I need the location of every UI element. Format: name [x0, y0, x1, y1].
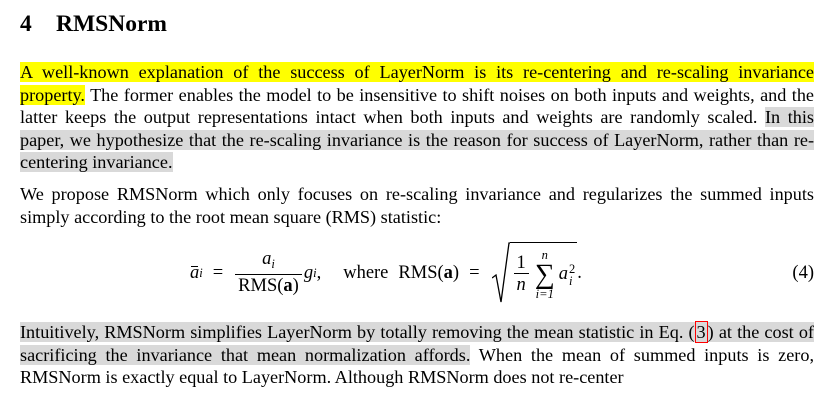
eq-lhs-var: a [190, 262, 200, 283]
eq-sup-2: 2 [568, 261, 576, 276]
eq-rms-label: RMS( [398, 262, 444, 283]
eq-vec-a: a [283, 276, 293, 296]
eq-one: 1 [516, 253, 526, 273]
section-heading [20, 9, 167, 39]
eq-n: n [516, 275, 526, 295]
eq-comma: , [316, 262, 322, 283]
eq-rms-vec-a: a [443, 262, 453, 283]
highlight-gray-start[interactable]: Intuitively, RMSNorm simplifies LayerNorm by totally removing the mean statistic in Eq. ( [20, 322, 695, 342]
eq-term-a: a [558, 264, 568, 284]
eq-equals-2: = [469, 262, 480, 283]
highlight-gray-end[interactable]: ) at the cost of sacrificing the invariance that mean normalization affords. [20, 322, 814, 365]
highlight-yellow[interactable]: A well-known explanation of the success of LayerNorm is its re-centering and re-scaling invariance property. [20, 62, 814, 105]
eq-g: g [303, 262, 314, 283]
eq-sum-symbol: ∑ [534, 258, 555, 290]
eq-one-over-n [514, 253, 529, 296]
equation-4 [190, 240, 814, 306]
eq-sqrt [492, 240, 578, 306]
eq-equals: = [212, 262, 224, 283]
eq-lhs-sub: i [199, 265, 203, 280]
paragraph-1 [20, 61, 814, 174]
eq-sum-upper: n [541, 247, 548, 262]
eq-sum [535, 249, 555, 301]
paragraph-3-text: When the mean of summed inputs is zero, RMSNorm is exactly equal to LayerNorm. Although RMSNorm does not re-center [20, 344, 814, 387]
eq-period: . [577, 262, 582, 283]
eq-radicand [510, 242, 578, 306]
eq-term-sub: i [568, 273, 573, 288]
eq-numerator-sub: i [271, 257, 275, 271]
eq-g-sub: i [313, 265, 317, 280]
section-title: RMSNorm [56, 11, 167, 37]
eq-fraction [235, 249, 302, 297]
paragraph-1-text: The former enables the model to be insensitive to shift noises on both inputs and weights, and the latter keeps the output representations intact when both inputs and weights are randomly scaled. [20, 84, 814, 127]
eq-close-paren: ) [292, 276, 299, 296]
highlight-gray[interactable]: In this paper, we hypothesize that the re-scaling invariance is the reason for success of LayerNorm, rather than re-centering invariance. [20, 107, 814, 172]
eq-numerator: a [262, 249, 272, 269]
eq-rms-close: ) [452, 262, 460, 283]
eq-denominator-rms: RMS( [238, 276, 284, 296]
sqrt-radical-icon [492, 240, 510, 306]
paragraph-2: We propose RMSNorm which only focuses on re-scaling invariance and regularizes the summed inputs simply according to the root mean square (RMS) statistic: [20, 184, 814, 227]
equation-number: (4) [792, 263, 814, 283]
eq-where: where [343, 262, 389, 283]
eq-ref-link[interactable]: 3 [696, 322, 706, 342]
equation-body [190, 240, 582, 306]
paragraph-3 [20, 321, 814, 389]
section-number: 4 [20, 11, 32, 37]
eq-sum-lower: i=1 [535, 286, 554, 301]
